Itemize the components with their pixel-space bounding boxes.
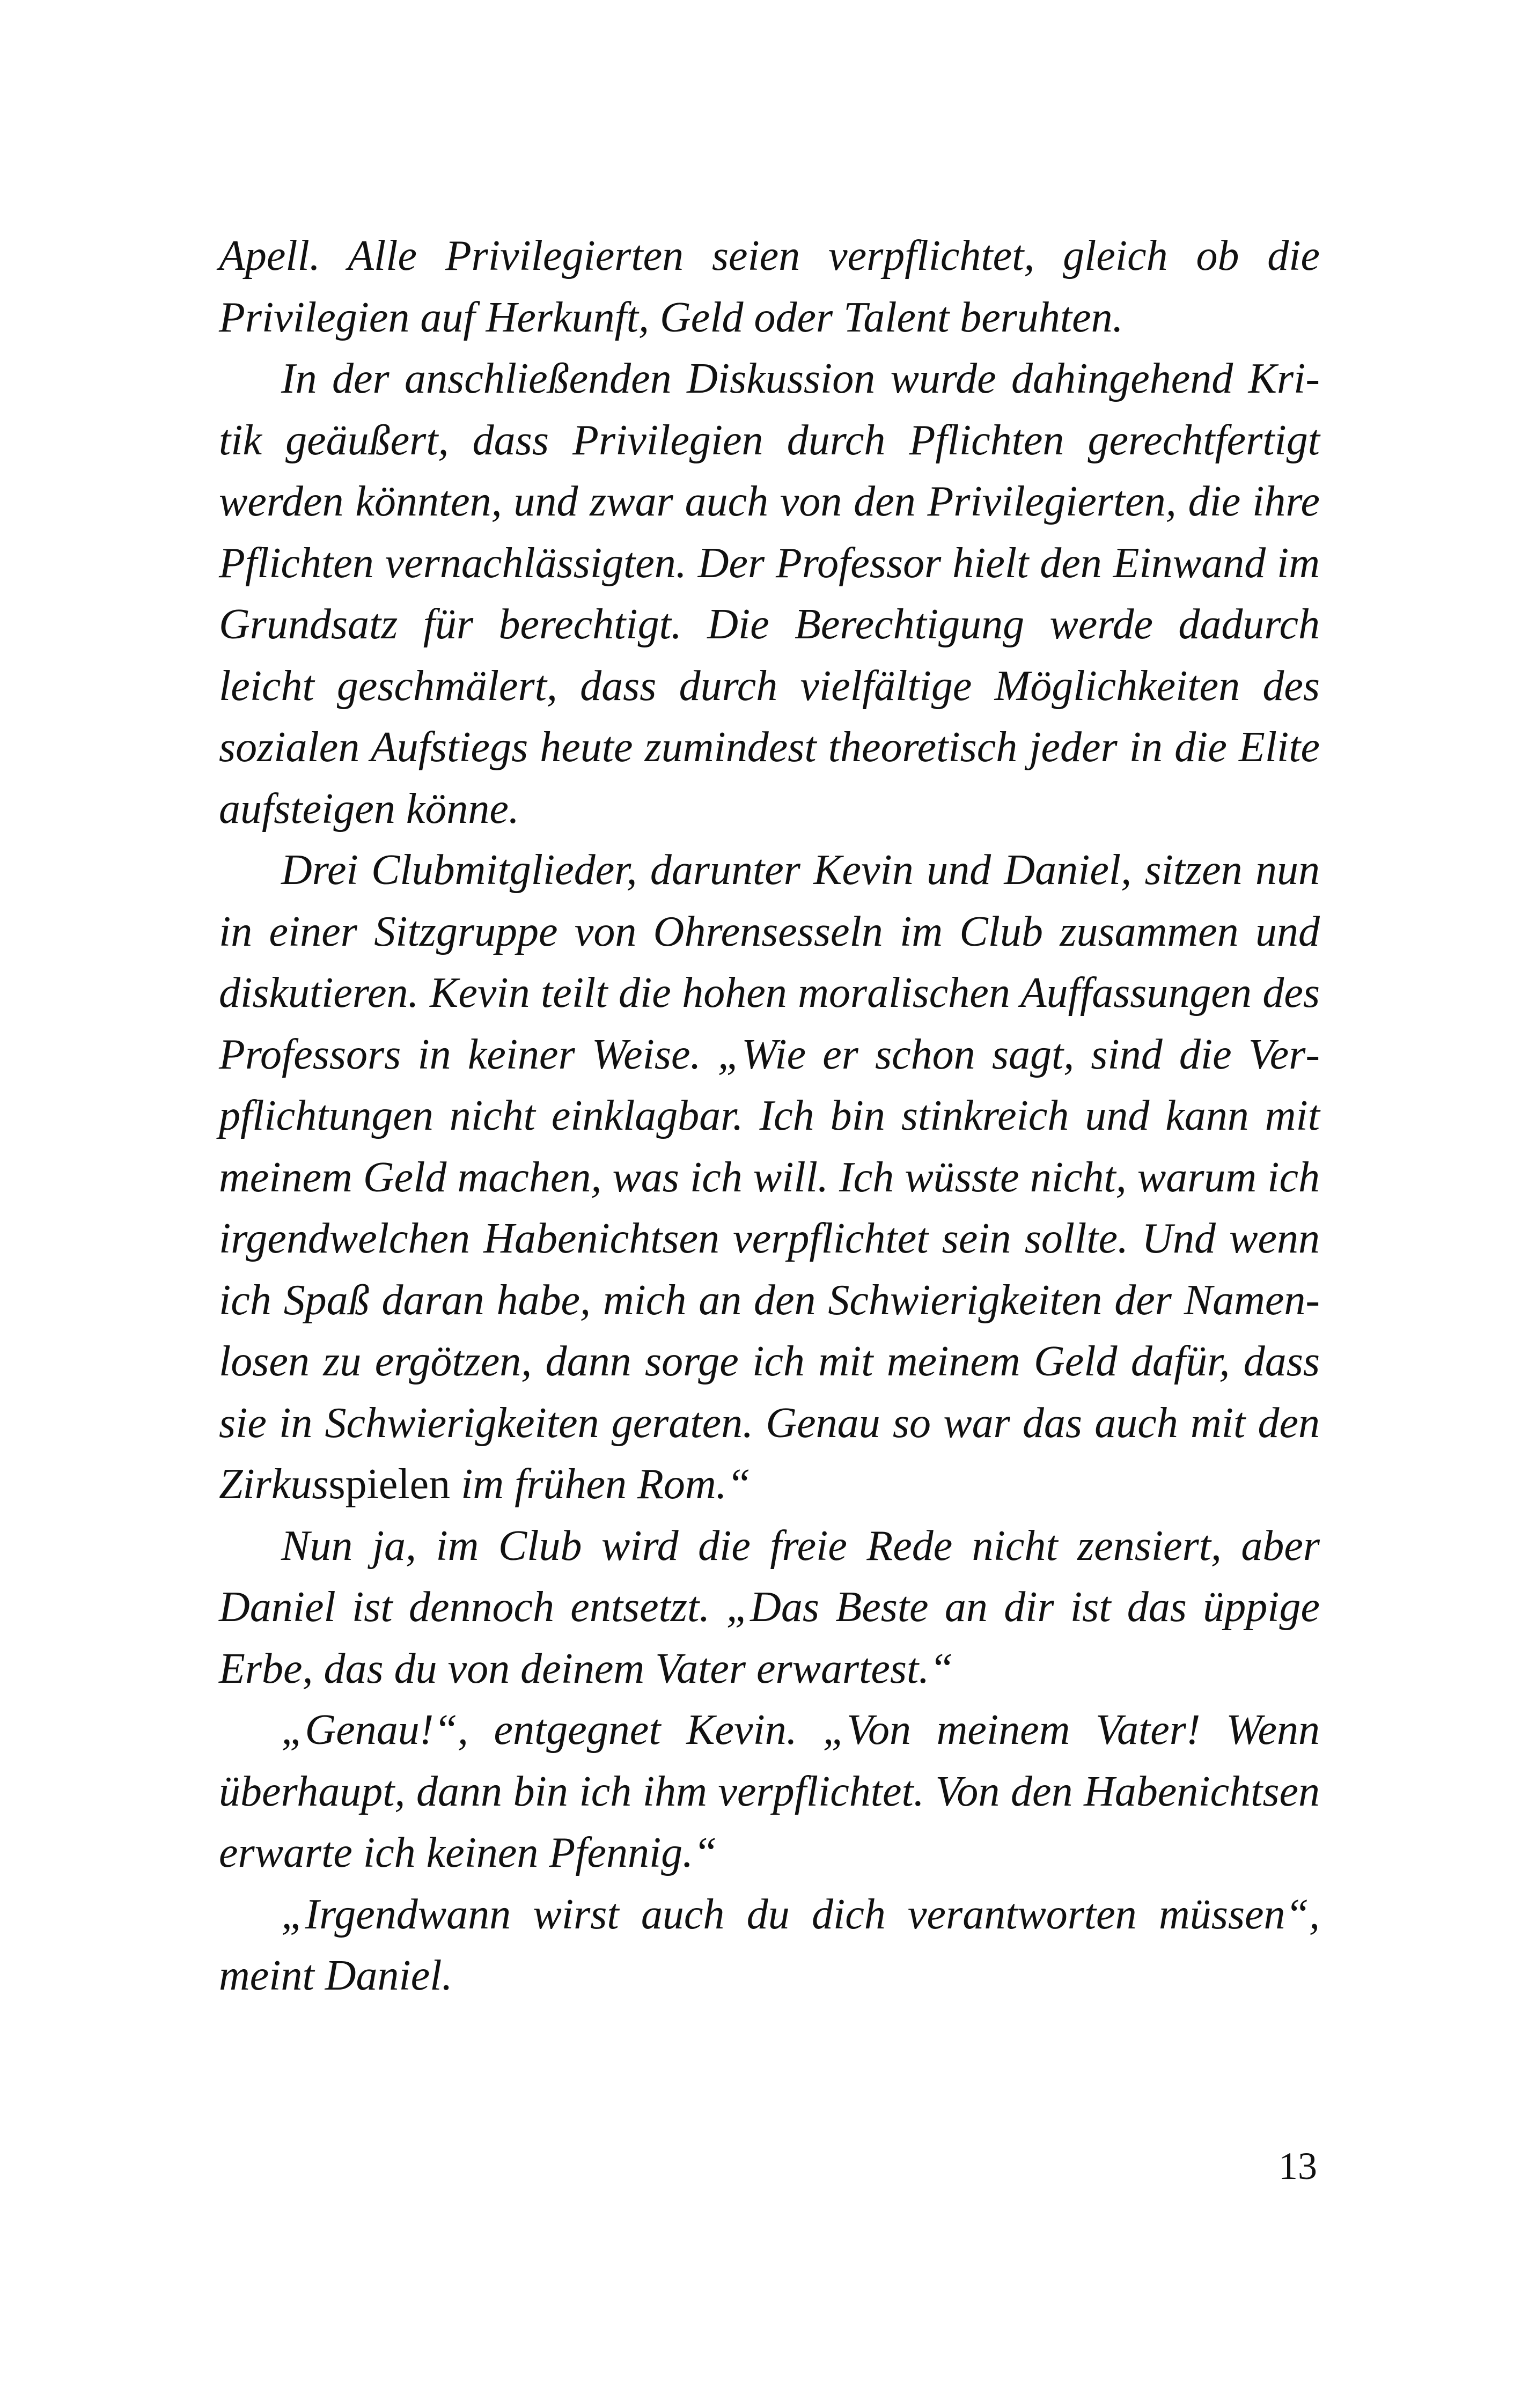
paragraph-3-text-before: Drei Clubmitglieder, darunter Kevin und Daniel, sitzen nun in einer Sitzgruppe von Ohrensesseln im Club zusammen und diskutieren. Kevin teilt die hohen moralischen Auffassungen des Professors in keiner Weise. „Wie er schon sagt, sind die Verpflichtungen nicht einklagbar. Ich bin stinkreich und kann mit meinem Geld machen, was ich will. Ich wüsste nicht, warum ich irgendwelchen Habenichtsen verpflichtet sein sollte. Und wenn ich Spaß daran habe, mich an den Schwierigkeiten der Namenlosen zu ergötzen, dann sorge ich mit meinem Geld dafür, dass sie in Schwierigkeiten geraten. Genau so war das auch mit den Zirkus xyxy=(219,846,1320,1508)
paragraph-3-upright-word: spielen xyxy=(328,1461,451,1508)
paragraph-5-text: „Genau!“, entgegnet Kevin. „Von meinem Vater! Wenn überhaupt, dann bin ich ihm verpflichtet. Von den Habenichtsen erwarte ich keinen Pfennig.“ xyxy=(219,1706,1320,1876)
paragraph-3-text-after: im frühen Rom.“ xyxy=(450,1461,751,1508)
paragraph-6-text: „Irgendwann wirst auch du dich verantworten müssen“, meint Daniel. xyxy=(219,1890,1320,1999)
paragraph-1 xyxy=(219,225,1320,348)
paragraph-4 xyxy=(219,1515,1320,1700)
page-number: 13 xyxy=(1278,2145,1317,2188)
paragraph-6 xyxy=(219,1884,1320,2007)
paragraph-5 xyxy=(219,1699,1320,1884)
paragraph-2 xyxy=(219,348,1320,840)
body-text xyxy=(219,225,1320,2007)
paragraph-4-text: Nun ja, im Club wird die freie Rede nicht zensiert, aber Daniel ist dennoch entsetzt. „Das Beste an dir ist das üppige Erbe, das du von deinem Vater erwartest.“ xyxy=(219,1522,1320,1692)
paragraph-2-text: In der anschließenden Diskussion wurde dahingehend Kritik geäußert, dass Privilegien durch Pflichten gerechtfertigt werden könnten, und zwar auch von den Privilegierten, die ihre Pflichten vernachlässigten. Der Professor hielt den Einwand im Grundsatz für berechtigt. Die Berechtigung werde dadurch leicht geschmälert, dass durch vielfältige Möglichkeiten des sozialen Aufstiegs heute zumindest theoretisch jeder in die Elite aufsteigen könne. xyxy=(219,355,1320,833)
paragraph-3 xyxy=(219,840,1320,1515)
paragraph-1-text: Apell. Alle Privilegierten seien verpflichtet, gleich ob die Privilegien auf Herkunft, Geld oder Talent beruhten. xyxy=(219,232,1320,341)
